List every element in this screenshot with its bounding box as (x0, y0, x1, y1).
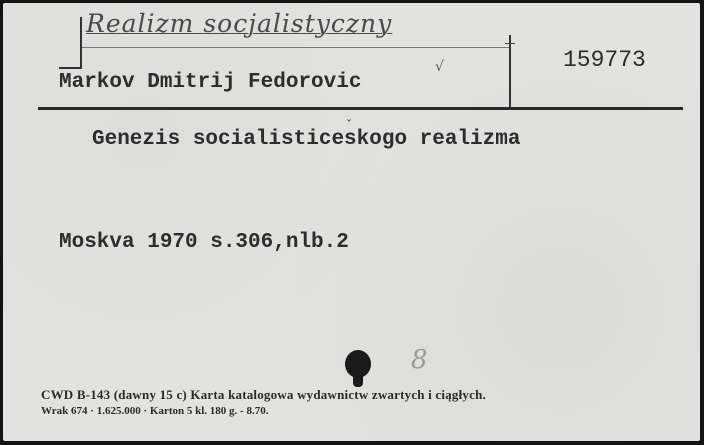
pencil-check-mark: √ (435, 59, 444, 75)
bracket-horizontal-line (59, 67, 82, 69)
call-number: 159773 (563, 47, 646, 73)
pencil-number: 8 (411, 345, 428, 375)
vertical-divider (509, 35, 511, 107)
card-footer-line-2: Wrak 674 · 1.625.000 · Karton 5 kl. 180 g. - 8.70. (41, 405, 269, 417)
divider-tick (505, 43, 515, 44)
bracket-vertical-line (80, 17, 82, 69)
punch-hole-slot (353, 373, 363, 387)
imprint-line: Moskva 1970 s.306,nlb.2 (59, 231, 349, 254)
card-footer-line-1: CWD B-143 (dawny 15 c) Karta katalogowa wydawnictw zwartych i ciągłych. (41, 387, 486, 402)
subject-heading-handwritten: Realizm socjalistyczny (86, 9, 393, 38)
title-diacritic: ˇ (346, 118, 352, 132)
book-title: Genezis socialisticeskogo realizma (92, 128, 521, 151)
subject-underline (82, 47, 510, 48)
catalog-card (3, 3, 700, 441)
author-name: Markov Dmitrij Fedorovic (59, 71, 362, 94)
horizontal-rule (38, 107, 683, 110)
